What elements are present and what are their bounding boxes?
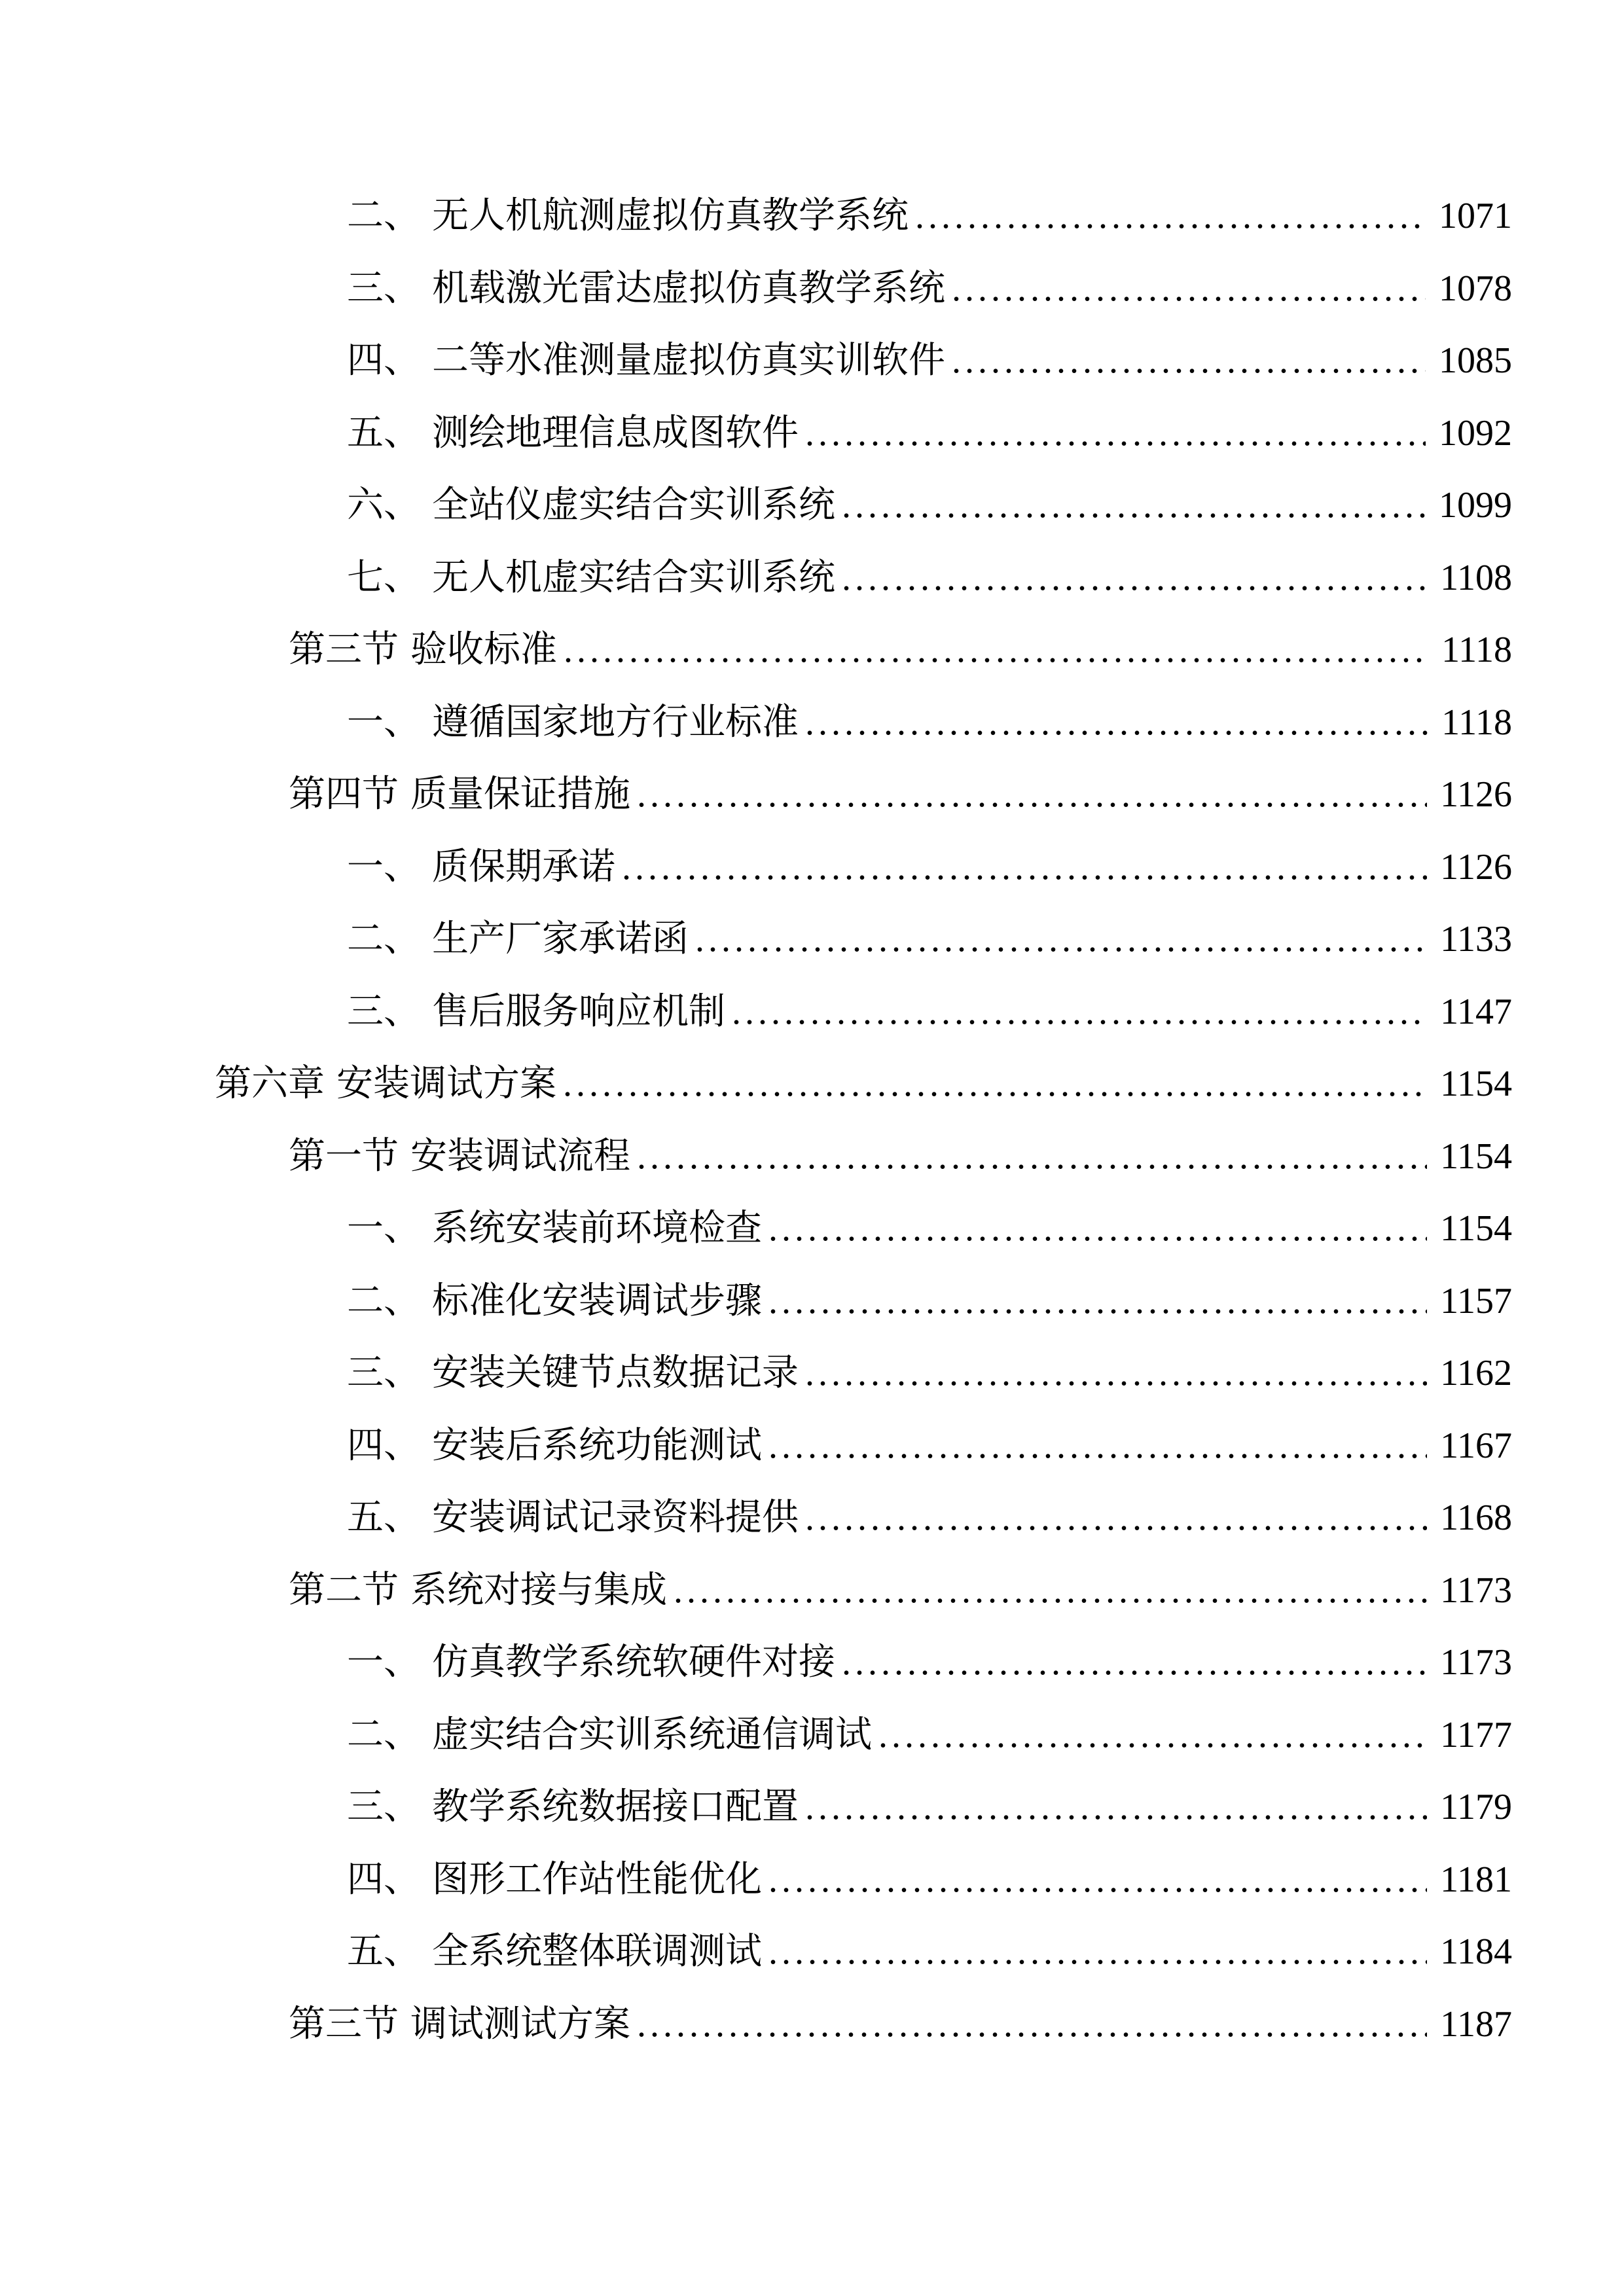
- toc-entry-title: 仿真教学系统软硬件对接: [432, 1642, 835, 1683]
- toc-entry-page-number: 1118: [1441, 702, 1512, 743]
- toc-entry-number: 二、: [347, 919, 420, 960]
- toc-entry-page-number: 1173: [1440, 1642, 1512, 1683]
- toc-entry-number: 五、: [347, 1931, 420, 1972]
- toc-entry-title: 教学系统数据接口配置: [432, 1787, 799, 1827]
- toc-entry: [0, 1278, 1624, 1351]
- toc-entry-title: 虚实结合实训系统通信调试: [432, 1714, 872, 1755]
- dot-leader: [564, 627, 1428, 673]
- dot-leader: [768, 1278, 1427, 1324]
- toc-entry-page-number: 1154: [1440, 1064, 1512, 1104]
- toc-entry-number: 二、: [347, 196, 420, 236]
- toc-entry-title: 无人机虚实结合实训系统: [432, 557, 835, 598]
- toc-entry-page-number: 1071: [1439, 196, 1512, 236]
- dot-leader: [842, 555, 1427, 601]
- toc-entry: [0, 1350, 1624, 1423]
- toc-entry-page-number: 1167: [1440, 1425, 1512, 1466]
- toc-entry-number: 第二节: [289, 1570, 399, 1611]
- toc-entry: [0, 627, 1624, 700]
- dot-leader: [637, 1134, 1427, 1179]
- toc-entry-page-number: 1168: [1440, 1498, 1512, 1538]
- toc-entry-page-number: 1157: [1440, 1280, 1512, 1321]
- toc-entry-number: 四、: [347, 340, 420, 381]
- toc-entry-number: 七、: [347, 557, 420, 598]
- toc-entry-number: 五、: [347, 412, 420, 454]
- toc-entry: [0, 1568, 1624, 1640]
- dot-leader: [805, 1784, 1427, 1830]
- toc-entry-number: 三、: [347, 991, 420, 1032]
- dot-leader: [842, 1640, 1427, 1685]
- toc-entry: [0, 410, 1624, 483]
- toc-entry-page-number: 1126: [1440, 774, 1512, 815]
- toc-entry-page-number: 1154: [1440, 1136, 1512, 1177]
- toc-entry-title: 测绘地理信息成图软件: [432, 412, 799, 454]
- toc-entry-number: 一、: [347, 1208, 420, 1249]
- toc-entry-number: 二、: [347, 1280, 420, 1321]
- dot-leader: [915, 193, 1426, 239]
- dot-leader: [674, 1568, 1427, 1613]
- toc-entry-title: 遵循国家地方行业标准: [432, 702, 799, 743]
- toc-entry-page-number: 1078: [1439, 268, 1512, 309]
- dot-leader: [637, 772, 1427, 817]
- dot-leader: [637, 2001, 1427, 2047]
- toc-entry-number: 五、: [347, 1498, 420, 1538]
- toc-entry: [0, 1206, 1624, 1278]
- toc-entry-number: 第六章: [215, 1064, 325, 1104]
- dot-leader: [952, 338, 1426, 384]
- dot-leader: [768, 1857, 1427, 1903]
- toc-entry-title: 验收标准: [410, 630, 557, 670]
- toc-entry: [0, 193, 1624, 266]
- toc-entry-title: 售后服务响应机制: [432, 991, 725, 1032]
- dot-leader: [768, 1423, 1427, 1469]
- toc-entry: [0, 989, 1624, 1062]
- dot-leader: [842, 482, 1426, 528]
- toc-entry-title: 图形工作站性能优化: [432, 1859, 762, 1900]
- toc-entry: [0, 2001, 1624, 2074]
- toc-entry-title: 全系统整体联调测试: [432, 1931, 762, 1972]
- toc-entry: [0, 1929, 1624, 2001]
- toc-entry-title: 生产厂家承诺函: [432, 919, 689, 960]
- toc-entry-number: 二、: [347, 1714, 420, 1755]
- toc-entry: [0, 1495, 1624, 1568]
- toc-entry-page-number: 1177: [1440, 1714, 1512, 1755]
- toc-entry-page-number: 1162: [1440, 1353, 1512, 1393]
- toc-entry: [0, 1857, 1624, 1929]
- toc-entry: [0, 1423, 1624, 1496]
- toc-entry-number: 一、: [347, 702, 420, 743]
- toc-entry: [0, 482, 1624, 555]
- toc-entry-number: 四、: [347, 1859, 420, 1900]
- toc-entry-page-number: 1147: [1440, 991, 1512, 1032]
- toc-entry: [0, 1134, 1624, 1206]
- toc-entry: [0, 338, 1624, 410]
- toc-entry-page-number: 1108: [1440, 557, 1512, 598]
- toc-entry-number: 第三节: [289, 2003, 399, 2045]
- toc-entry: [0, 266, 1624, 338]
- toc-entry-title: 系统对接与集成: [410, 1570, 667, 1611]
- toc-entry-title: 机载激光雷达虚拟仿真教学系统: [432, 268, 945, 309]
- toc-entry-page-number: 1173: [1440, 1570, 1512, 1611]
- toc-entry-page-number: 1118: [1441, 630, 1512, 670]
- toc-entry-page-number: 1154: [1440, 1208, 1512, 1249]
- toc-entry-number: 一、: [347, 846, 420, 888]
- dot-leader: [952, 266, 1426, 312]
- toc-entry-page-number: 1181: [1440, 1859, 1512, 1900]
- toc-entry: [0, 1784, 1624, 1857]
- toc-entry-number: 第一节: [289, 1136, 399, 1177]
- dot-leader: [805, 1350, 1427, 1396]
- toc-entry: [0, 700, 1624, 772]
- toc-entry-title: 系统安装前环境检查: [432, 1208, 762, 1249]
- toc-entry-page-number: 1085: [1439, 340, 1512, 381]
- dot-leader: [805, 1495, 1427, 1541]
- toc-entry-title: 安装调试流程: [410, 1136, 630, 1177]
- dot-leader: [768, 1206, 1427, 1251]
- toc-entry: [0, 1061, 1624, 1134]
- toc-entry-title: 标准化安装调试步骤: [432, 1280, 762, 1321]
- toc-entry-page-number: 1179: [1440, 1787, 1512, 1827]
- toc-entry-page-number: 1099: [1439, 485, 1512, 526]
- toc-entry-number: 一、: [347, 1642, 420, 1683]
- toc-entry-number: 三、: [347, 268, 420, 309]
- toc-entry-title: 安装关键节点数据记录: [432, 1353, 799, 1393]
- toc-entry-title: 二等水准测量虚拟仿真实训软件: [432, 340, 945, 381]
- toc-entry: [0, 916, 1624, 989]
- toc-entry: [0, 1640, 1624, 1712]
- toc-entry: [0, 772, 1624, 844]
- toc-entry-page-number: 1126: [1440, 846, 1512, 888]
- toc-entry-number: 六、: [347, 485, 420, 526]
- dot-leader: [768, 1929, 1427, 1975]
- toc-entry-number: 三、: [347, 1787, 420, 1827]
- dot-leader: [732, 989, 1427, 1035]
- toc-entry: [0, 844, 1624, 917]
- dot-leader: [622, 844, 1427, 890]
- toc-entry-title: 全站仪虚实结合实训系统: [432, 485, 835, 526]
- toc-entry-title: 无人机航测虚拟仿真教学系统: [432, 196, 909, 236]
- toc-entry: [0, 555, 1624, 628]
- toc-entry-page-number: 1187: [1440, 2003, 1512, 2045]
- toc-entry-number: 四、: [347, 1425, 420, 1466]
- toc-entry-number: 第四节: [289, 774, 399, 815]
- toc-entry-page-number: 1133: [1440, 919, 1512, 960]
- toc-entry: [0, 1712, 1624, 1785]
- toc-entry-title: 安装调试记录资料提供: [432, 1498, 799, 1538]
- dot-leader: [805, 410, 1426, 456]
- toc-entry-title: 安装调试方案: [336, 1064, 556, 1104]
- dot-leader: [563, 1061, 1427, 1107]
- toc-entry-number: 第三节: [289, 630, 399, 670]
- dot-leader: [695, 916, 1427, 962]
- toc-entry-page-number: 1184: [1440, 1931, 1512, 1972]
- toc-entry-title: 调试测试方案: [410, 2003, 630, 2045]
- toc-entry-page-number: 1092: [1439, 412, 1512, 454]
- dot-leader: [805, 700, 1428, 745]
- toc-entry-number: 三、: [347, 1353, 420, 1393]
- toc-entry-title: 质保期承诺: [432, 846, 615, 888]
- toc-entry-title: 质量保证措施: [410, 774, 630, 815]
- toc-entry-title: 安装后系统功能测试: [432, 1425, 762, 1466]
- dot-leader: [878, 1712, 1427, 1758]
